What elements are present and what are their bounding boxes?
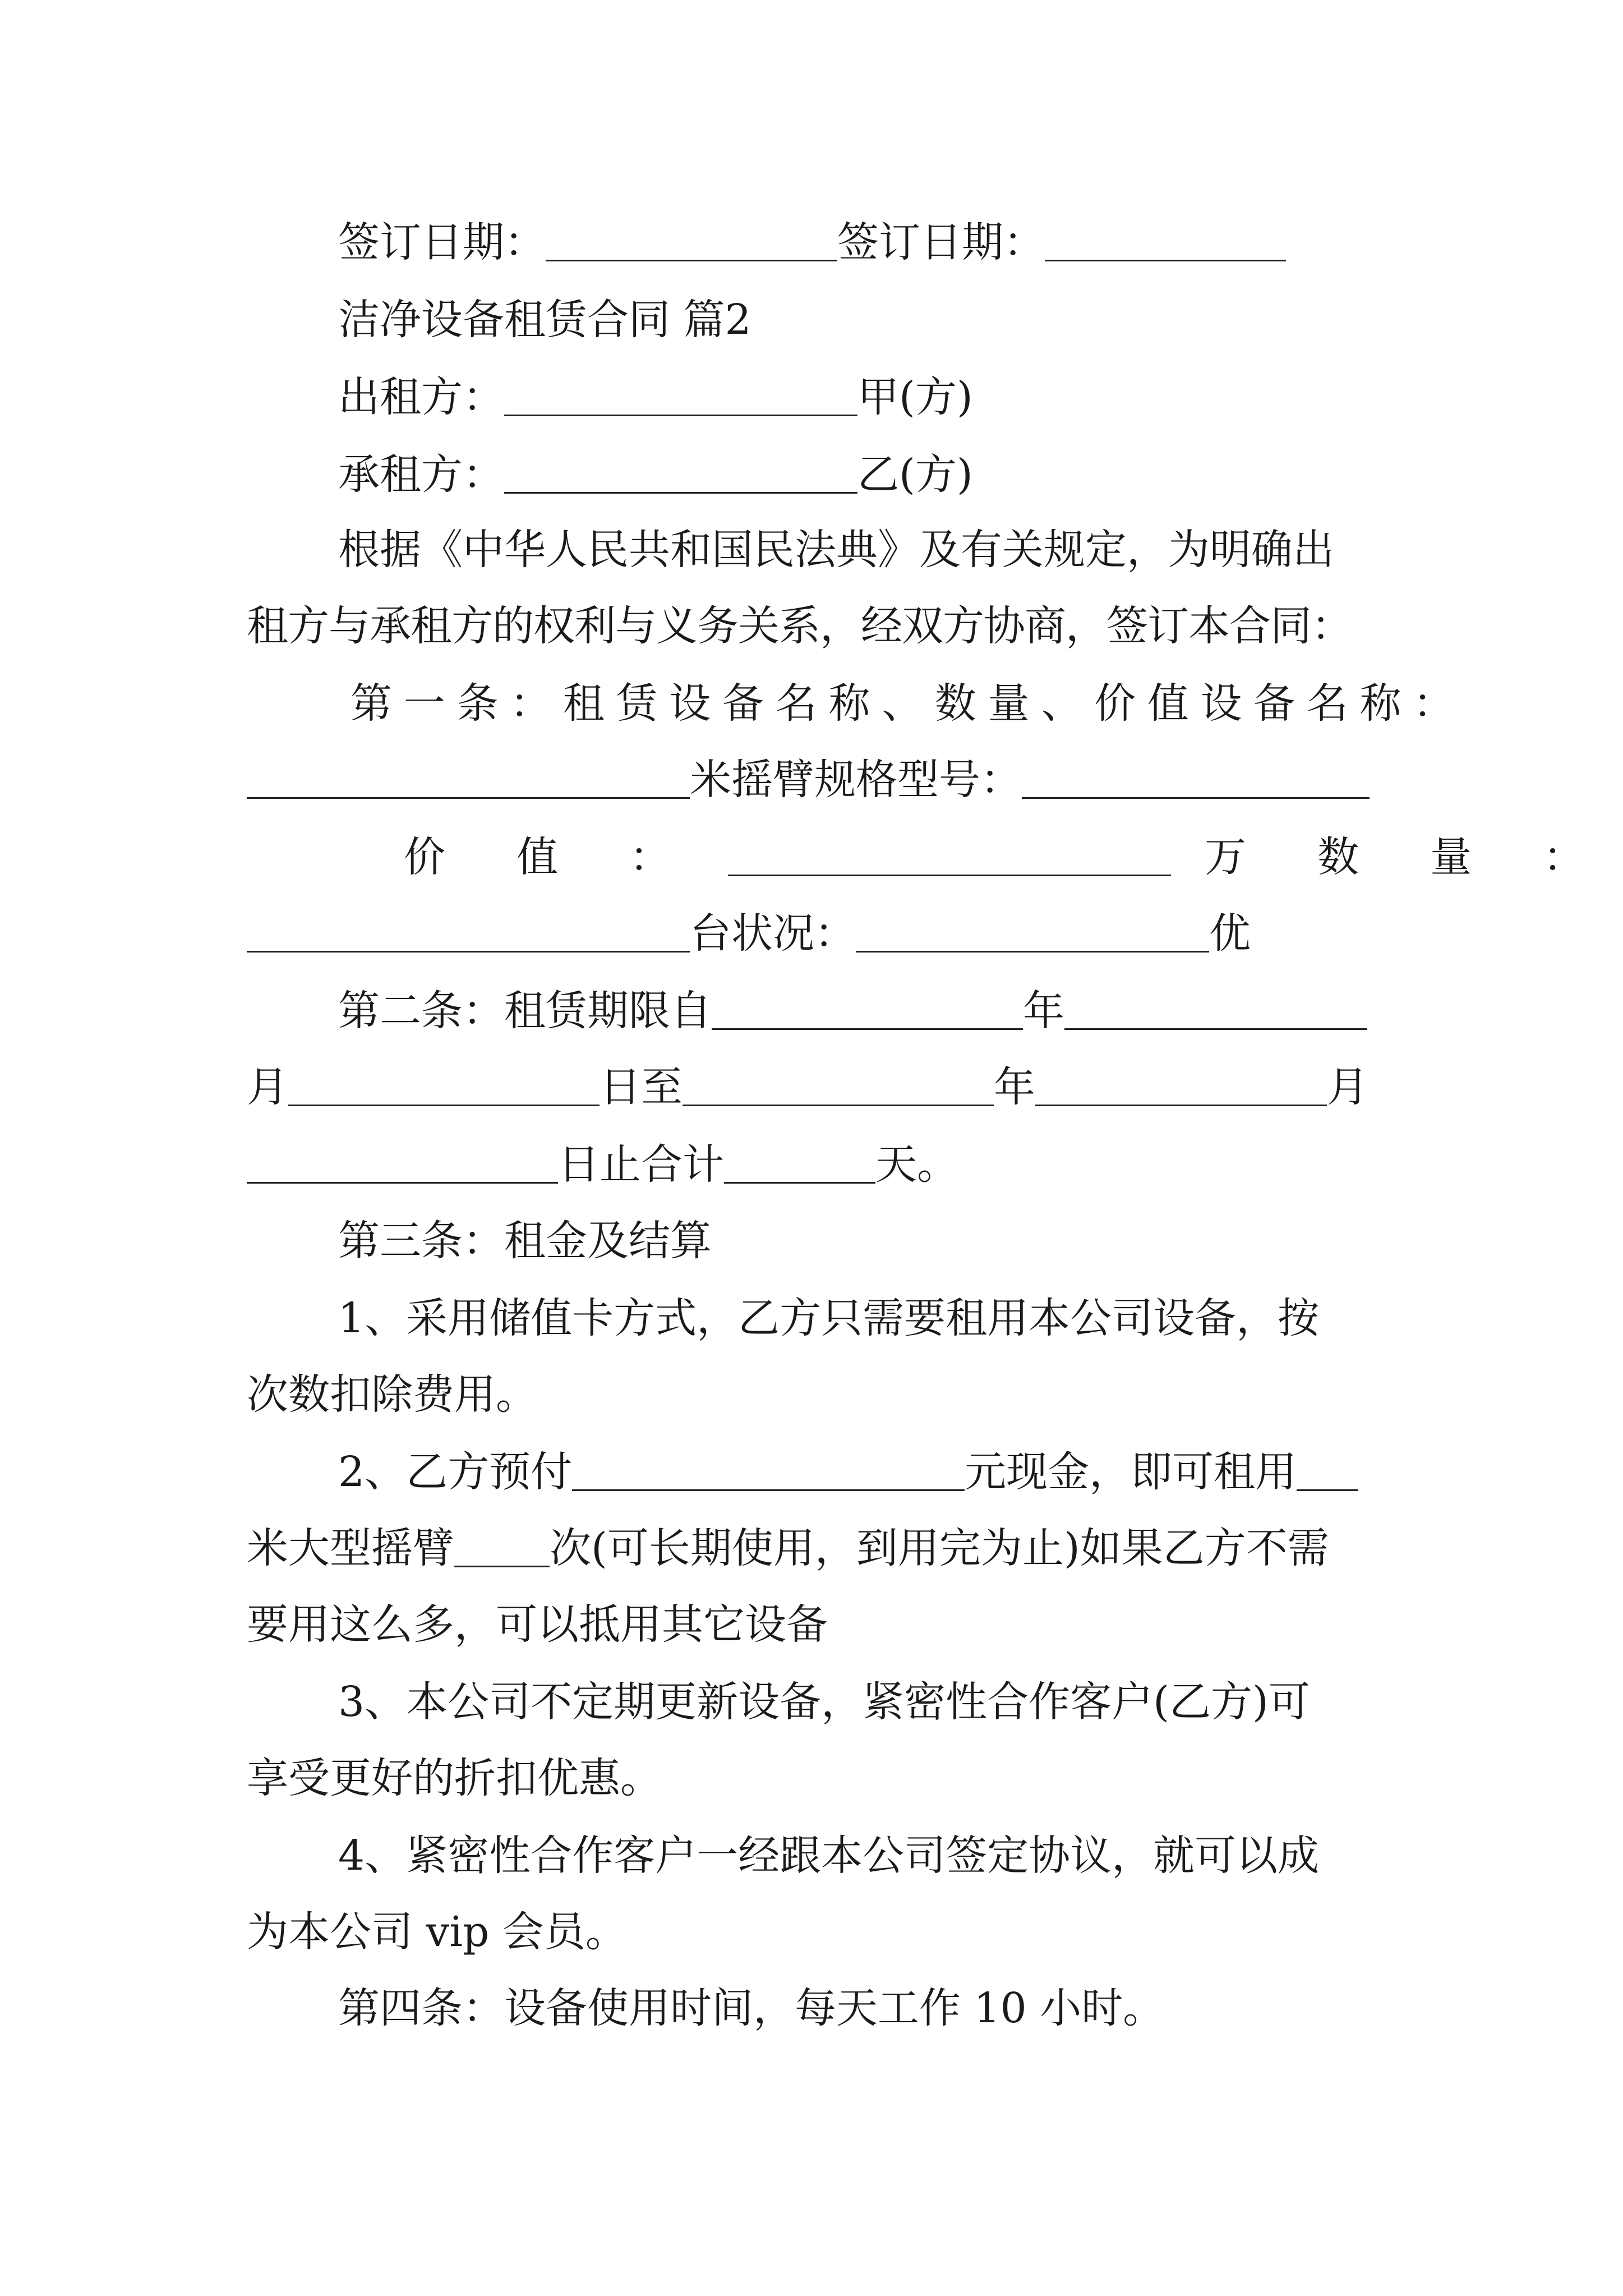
signing-date-blank-2[interactable]: [1045, 224, 1286, 261]
article-3-item-2-line-3: 要用这么多，可以抵用其它设备: [247, 1600, 828, 1649]
lessor-line: [338, 369, 1380, 425]
article-1-status-line: [247, 905, 1380, 961]
article-4-text: 第四条：设备使用时间，每天工作 10 小时。: [338, 1984, 1165, 2032]
end-year-blank[interactable]: [683, 1069, 994, 1106]
article-3-item-4-line-1: 4、紧密性合作客户一经跟本公司签定协议，就可以成: [338, 1832, 1320, 1880]
equipment-name-blank[interactable]: [247, 761, 690, 799]
article-3-item-3-line-1: 3、本公司不定期更新设备，紧密性合作客户(乙方)可: [338, 1678, 1310, 1726]
day-to-label: 日至: [600, 1063, 683, 1111]
item-2-boom-label: 米大型摇臂: [247, 1524, 454, 1572]
article-3-item-3-line-2: 享受更好的折扣优惠。: [247, 1754, 662, 1802]
intro-line-2: 租方与承租方的权利与义务关系，经双方协商，签订本合同：: [247, 602, 1352, 650]
article-2-prefix: 第二条：租赁期限自: [338, 987, 712, 1035]
year-label-2: 年: [994, 1063, 1035, 1111]
lessee-suffix: 乙(方): [857, 450, 973, 499]
article-3-heading: 第三条：租金及结算: [338, 1217, 712, 1265]
boom-length-blank[interactable]: [1297, 1453, 1358, 1491]
days-unit: 天。: [875, 1140, 958, 1189]
start-year-blank[interactable]: [712, 992, 1023, 1030]
article-3-item-1-line-2: 次数扣除费用。: [247, 1370, 537, 1419]
quantity-blank[interactable]: [247, 915, 690, 953]
lessor-blank[interactable]: [504, 379, 857, 416]
status-suffix: 优: [1209, 909, 1251, 958]
spec-label: 米摇臂规格型号：: [690, 756, 1022, 804]
intro-line-1: 根据《中华人民共和国民法典》及有关规定，为明确出: [338, 526, 1334, 574]
day-end-label: 日止合计: [558, 1140, 724, 1189]
article-1-spec-line: [247, 752, 1380, 808]
article-3-item-1-line-1: 1、采用储值卡方式，乙方只需要租用本公司设备，按: [338, 1294, 1320, 1342]
month-label-2: 月: [1327, 1063, 1368, 1111]
usage-count-blank[interactable]: [454, 1530, 550, 1567]
start-day-blank[interactable]: [288, 1069, 600, 1106]
article-3-item-4-line-2: 为本公司 vip 会员。: [247, 1908, 627, 1956]
status-blank[interactable]: [856, 915, 1209, 953]
lessor-label: 出租方：: [338, 373, 504, 421]
value-label: 价 值 ：: [404, 833, 700, 881]
signing-date-label-1: 签订日期：: [338, 218, 546, 266]
article-2-line-3: [247, 1137, 1380, 1193]
lessee-blank[interactable]: [504, 456, 857, 494]
lessor-suffix: 甲(方): [857, 373, 973, 421]
signing-date-line: [338, 214, 1380, 270]
article-1-heading: 第一条：租赁设备名称、数量、价值设备名称：: [351, 679, 1467, 728]
value-unit-quantity-label: 万 数 量 ：: [1205, 833, 1614, 881]
signing-date-label-2: 签订日期：: [837, 218, 1045, 266]
end-month-blank[interactable]: [1035, 1069, 1327, 1106]
end-day-blank[interactable]: [247, 1146, 558, 1184]
start-month-blank[interactable]: [1064, 992, 1367, 1030]
status-label: 台状况：: [690, 909, 856, 958]
article-2-line-2: [247, 1059, 1380, 1115]
lessee-label: 承租方：: [338, 450, 504, 499]
item-2-prefix: 2、乙方预付: [338, 1448, 573, 1496]
article-3-item-2-line-1: [338, 1444, 1380, 1500]
item-2-times-text: 次(可长期使用，到用完为止)如果乙方不需: [550, 1524, 1329, 1572]
article-3-item-2-line-2: [247, 1520, 1380, 1576]
year-label: 年: [1023, 987, 1064, 1035]
value-blank[interactable]: [728, 839, 1171, 876]
signing-date-blank-1[interactable]: [546, 224, 837, 261]
article-1-value-line: [404, 829, 1614, 885]
month-label: 月: [247, 1063, 288, 1111]
article-2-line-1: [338, 983, 1380, 1039]
spec-model-blank[interactable]: [1022, 761, 1370, 799]
item-2-middle: 元现金，即可租用: [965, 1448, 1297, 1496]
contract-title: 洁净设备租赁合同 篇2: [338, 296, 751, 344]
total-days-blank[interactable]: [724, 1146, 875, 1184]
lessee-line: [338, 447, 1380, 503]
prepay-amount-blank[interactable]: [572, 1453, 965, 1491]
